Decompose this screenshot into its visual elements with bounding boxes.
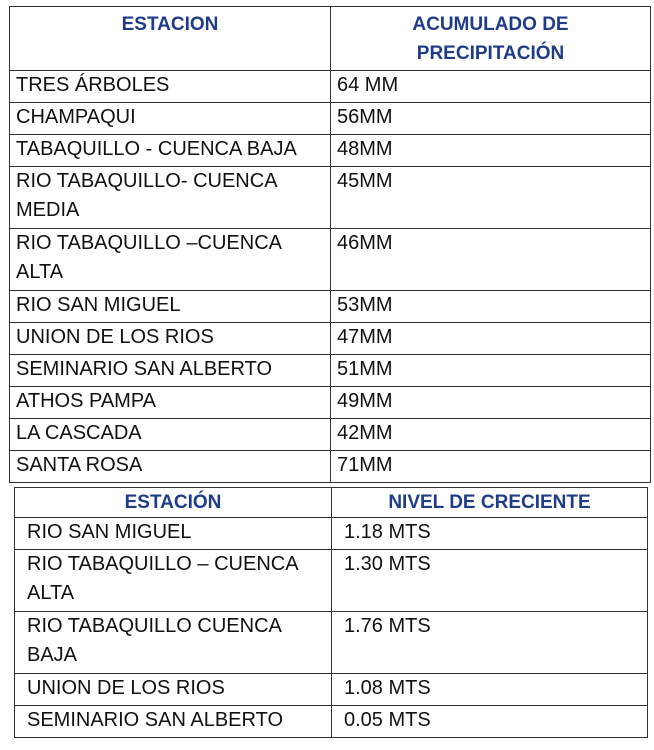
value-cell: 64 MM: [331, 71, 651, 103]
table-row: [15, 518, 648, 550]
value-cell: 45MM: [331, 167, 651, 229]
value-cell: 48MM: [331, 135, 651, 167]
station-cell: UNION DE LOS RIOS: [10, 323, 331, 355]
value-cell: 71MM: [331, 451, 651, 483]
value-cell: 49MM: [331, 387, 651, 419]
table-header-row: [15, 488, 648, 518]
table-row: [10, 135, 651, 167]
column-header-station: ESTACION: [10, 7, 331, 71]
precipitation-table: [9, 6, 651, 483]
column-header-level: NIVEL DE CRECIENTE: [332, 488, 648, 518]
river-level-table: [14, 487, 648, 738]
table-row: [10, 451, 651, 483]
value-cell: 1.76 MTS: [332, 612, 648, 674]
table-row: [15, 706, 648, 738]
station-cell: RIO SAN MIGUEL: [10, 291, 331, 323]
table-header-row: [10, 7, 651, 71]
station-cell: SEMINARIO SAN ALBERTO: [10, 355, 331, 387]
value-cell: 47MM: [331, 323, 651, 355]
station-cell: CHAMPAQUI: [10, 103, 331, 135]
station-cell: LA CASCADA: [10, 419, 331, 451]
table-row: [10, 71, 651, 103]
table-row: [10, 387, 651, 419]
station-cell: ATHOS PAMPA: [10, 387, 331, 419]
column-header-station: ESTACIÓN: [15, 488, 332, 518]
value-cell: 1.08 MTS: [332, 674, 648, 706]
table-row: [10, 355, 651, 387]
station-cell: RIO TABAQUILLO- CUENCA MEDIA: [10, 167, 331, 229]
table-row: [15, 674, 648, 706]
table-row: [15, 612, 648, 674]
value-cell: 42MM: [331, 419, 651, 451]
value-cell: 1.18 MTS: [332, 518, 648, 550]
station-cell: SANTA ROSA: [10, 451, 331, 483]
value-cell: 51MM: [331, 355, 651, 387]
station-cell: UNION DE LOS RIOS: [15, 674, 332, 706]
table-row: [10, 167, 651, 229]
value-cell: 46MM: [331, 229, 651, 291]
station-cell: RIO SAN MIGUEL: [15, 518, 332, 550]
value-cell: 56MM: [331, 103, 651, 135]
station-cell: RIO TABAQUILLO CUENCA BAJA: [15, 612, 332, 674]
table-row: [10, 291, 651, 323]
table-row: [10, 229, 651, 291]
station-cell: TRES ÁRBOLES: [10, 71, 331, 103]
value-cell: 0.05 MTS: [332, 706, 648, 738]
value-cell: 1.30 MTS: [332, 550, 648, 612]
table-row: [10, 323, 651, 355]
table-row: [15, 550, 648, 612]
station-cell: TABAQUILLO - CUENCA BAJA: [10, 135, 331, 167]
station-cell: SEMINARIO SAN ALBERTO: [15, 706, 332, 738]
table-row: [10, 419, 651, 451]
table-row: [10, 103, 651, 135]
column-header-accumulated: ACUMULADO DE PRECIPITACIÓN: [331, 7, 651, 71]
station-cell: RIO TABAQUILLO – CUENCA ALTA: [15, 550, 332, 612]
value-cell: 53MM: [331, 291, 651, 323]
station-cell: RIO TABAQUILLO –CUENCA ALTA: [10, 229, 331, 291]
